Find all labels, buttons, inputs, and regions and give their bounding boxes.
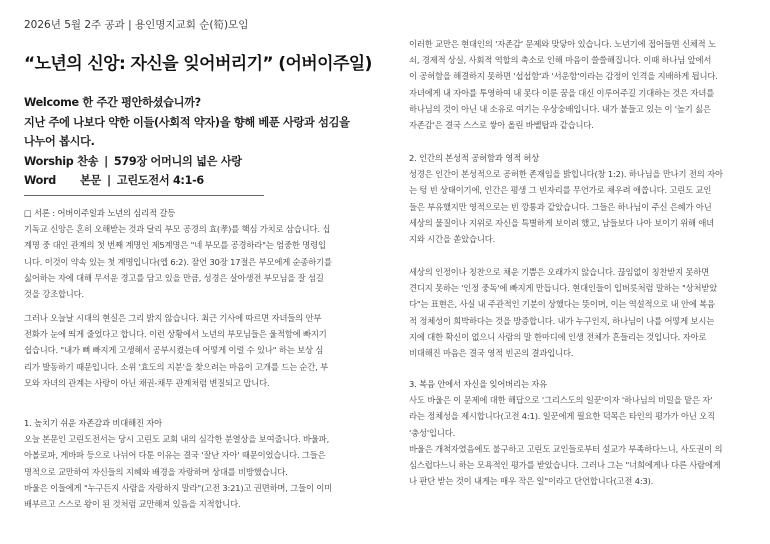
- text-line: 기독교 신앙은 혼히 오해받는 것과 달리 부모 공경의 효(孝)를 핵심 가치로 삼습니다. 십: [24, 224, 331, 235]
- word-separator: |: [107, 174, 111, 187]
- text-line: 적 정체성이 희박하다는 것을 방증합니다. 내가 누구인지, 하나님이 나를 어떻게 보시는: [409, 315, 715, 326]
- text-line: 심스럽다느니 하는 모욕적인 평가를 받았습니다. 그러나 그는 "너희에게나 다른 사람에게: [409, 460, 721, 471]
- text-line: 쉽습니다. "내가 뼈 빠지게 고생해서 공부시켰는데 어떻게 이럴 수 있나" 하는 보상 심: [24, 345, 324, 356]
- welcome-greeting: Welcome 한 주간 평안하셨습니까?: [24, 96, 201, 109]
- text-line: 이 공허함을 해결하지 못하면 '섭섭함'과 '서운함'이라는 감정이 인격을 지배하게 됩니다.: [409, 71, 718, 82]
- page-title: “노년의 신앙: 자신을 잊어버리기” (어버이주일): [24, 54, 372, 74]
- text-line: 명적으로 교만하여 자신들의 지혜와 배경을 자랑하며 상대를 비방했습니다.: [24, 466, 288, 477]
- text-line: 비대해진 마음은 결국 영적 빈곤의 결과입니다.: [409, 348, 574, 359]
- text-line: 성경은 인간이 본성적으로 공허한 존재임을 밝힙니다(창 1:2). 하나님을 만나기 전의 자아: [409, 169, 723, 180]
- text-line: 지와 시간을 쏟았습니다.: [409, 234, 496, 245]
- section-heading-intro: □ 서론 : 어버이주일과 노년의 심리적 갈등: [24, 208, 176, 218]
- page-header: 2026년 5월 2주 공과 | 용인명지교회 순(筍)모임: [24, 19, 249, 31]
- word-value: 고린도전서 4:1-6: [116, 174, 204, 187]
- text-line: 사도 바울은 이 문제에 대한 해답으로 '그리스도의 일꾼'이자 '하나님의 비밀을 맡은 자': [409, 395, 713, 406]
- text-line: 들은 부유했지만 영적으로는 빈 깡통과 같았습니다. 그들은 하나님이 주신 은혜가 아닌: [409, 201, 712, 212]
- text-line: 는 텅 빈 상태이기에, 인간은 평생 그 빈자리를 무언가로 채우려 애씁니다. 고린도 교인: [409, 185, 712, 196]
- text-line: 다"는 표현은, 사실 내 주관적인 기분이 상했다는 뜻이며, 이는 역설적으로 내 안에 복음: [409, 299, 715, 310]
- right-paragraph-1: [409, 36, 718, 133]
- right-paragraph-4: [409, 376, 722, 489]
- welcome-prompt-line2: 나누어 봅시다.: [24, 135, 95, 148]
- text-line: 하나님의 것이 아닌 내 소유로 여기는 우상숭배입니다. 내가 붙들고 있는 이 '높기 싫은: [409, 103, 711, 114]
- worship-line: [24, 152, 386, 172]
- text-line: 계명 중 대인 관계의 첫 번째 계명인 제5계명은 "네 부모를 공경하라"는 엄중한 명령입: [24, 240, 326, 251]
- text-line: 세상의 인정이나 칭찬으로 채운 기쁨은 오래가지 않습니다. 끊임없이 칭찬받지 못하면: [409, 267, 710, 277]
- section-divider: [24, 195, 264, 196]
- text-line: 자존감'은 결국 스스로 쌓아 올린 바벨탑과 같습니다.: [409, 120, 594, 131]
- text-line: 것을 강조합니다.: [24, 289, 85, 300]
- text-line: 리가 발동하기 때문입니다. 소위 '효도의 지분'을 찾으려는 마음이 고개를 드는 순간, 부: [24, 361, 329, 372]
- left-paragraph-2: [24, 310, 328, 391]
- text-line: 세상의 물질이나 지위로 자신을 특별하게 보이려 했고, 남들보다 나아 보이기 위해 애녀: [409, 217, 715, 228]
- word-label: Word: [24, 174, 56, 187]
- text-line: 지에 대한 확신이 없으니 사람의 말 한마디에 인생 전체가 흔들리는 것입니다. 자아로: [409, 331, 707, 342]
- text-line: 이러한 교만은 현대인의 '자존감' 문제와 맞닿아 있습니다. 노년기에 접어들면 신체적 노: [409, 39, 716, 49]
- text-line: 아볼로파, 게바파 등으로 나뉘어 다툰 이유는 결국 '잘난 자아' 때문이었습니다. 그들은: [24, 450, 326, 461]
- left-paragraph-3: [24, 415, 332, 512]
- text-line: '충성'입니다.: [409, 427, 456, 438]
- text-line: 라는 정체성을 제시합니다(고전 4:1). 일꾼에게 필요한 덕목은 타인의 평가가 아닌 오직: [409, 411, 715, 422]
- worship-value: 579장 어머니의 넓은 사랑: [113, 154, 242, 168]
- section-heading-3: 3. 복음 안에서 자신을 잊어버리는 자유: [409, 379, 548, 389]
- left-paragraph-1: [24, 205, 332, 302]
- text-line: 배부르고 스스로 왕이 된 것처럼 교만해져 있음을 지적합니다.: [24, 499, 241, 510]
- word-mid: 본문: [80, 174, 102, 187]
- text-line: 모와 자녀의 관계는 사랑이 아닌 채권-채무 관계처럼 변질되고 맙니다.: [24, 377, 270, 388]
- worship-label: Worship 찬송: [24, 154, 99, 168]
- text-line: 쇠, 경제적 상실, 사회적 역할의 축소로 인해 마음이 쓸쓸해집니다. 이때 하나님 앞에서: [409, 55, 712, 66]
- text-line: 오늘 본문인 고린도전서는 당시 고린도 교회 내의 심각한 분열상을 보여줍니다. 바울파,: [24, 434, 330, 445]
- right-paragraph-2: [409, 150, 723, 247]
- welcome-block: [24, 93, 386, 191]
- text-line: 그러나 오늘날 시대의 현실은 그리 밝지 않습니다. 최근 기사에 따르면 자녀들의 안부: [24, 313, 322, 323]
- section-heading-1: 1. 높치기 쉬운 자존감과 비대해진 자아: [24, 418, 163, 428]
- section-heading-2: 2. 인간의 본성적 공허함과 영적 허상: [409, 153, 540, 163]
- text-line: 견디지 못하는 '인정 중독'에 빠지게 만듭니다. 현대인들이 입버릇처럼 말하는 "상처받았: [409, 283, 718, 294]
- right-paragraph-3: [409, 264, 717, 361]
- text-line: 바울은 이들에게 "누구든지 사람을 자랑하지 말라"(고전 3:21)고 권면하며, 그들이 이미: [24, 482, 333, 493]
- text-line: 바울은 개척자였음에도 불구하고 고린도 교인들로부터 설교가 부족하다느니, 사도권이 의: [409, 443, 723, 454]
- welcome-prompt-line1: 지난 주에 나보다 약한 이들(사회적 약자)을 향해 베푼 사랑과 섬김을: [24, 115, 350, 129]
- text-line: 싫어하는 자에 대해 무서운 경고를 담고 있을 만큼, 성경은 살아생전 부모님을 잘 섬길: [24, 272, 324, 283]
- text-line: 자녀에게 내 자아를 투영하여 내 못다 이룬 꿈을 대신 이루어주길 기대하는 것은 자녀를: [409, 87, 715, 98]
- text-line: 나 판단 받는 것이 내게는 매우 작은 일"이라고 단언합니다(고전 4:3).: [409, 476, 654, 487]
- word-line: [24, 171, 386, 191]
- text-line: 전화가 눈에 띄게 줄었다고 합니다. 이런 상황에서 노년의 부모님들은 울적함에 빠지기: [24, 329, 327, 340]
- text-line: 니다. 이것이 약속 있는 첫 계명입니다(엡 6:2). 잠언 30장 17절은 부모에게 순종하기를: [24, 256, 332, 267]
- worship-separator: |: [104, 154, 108, 168]
